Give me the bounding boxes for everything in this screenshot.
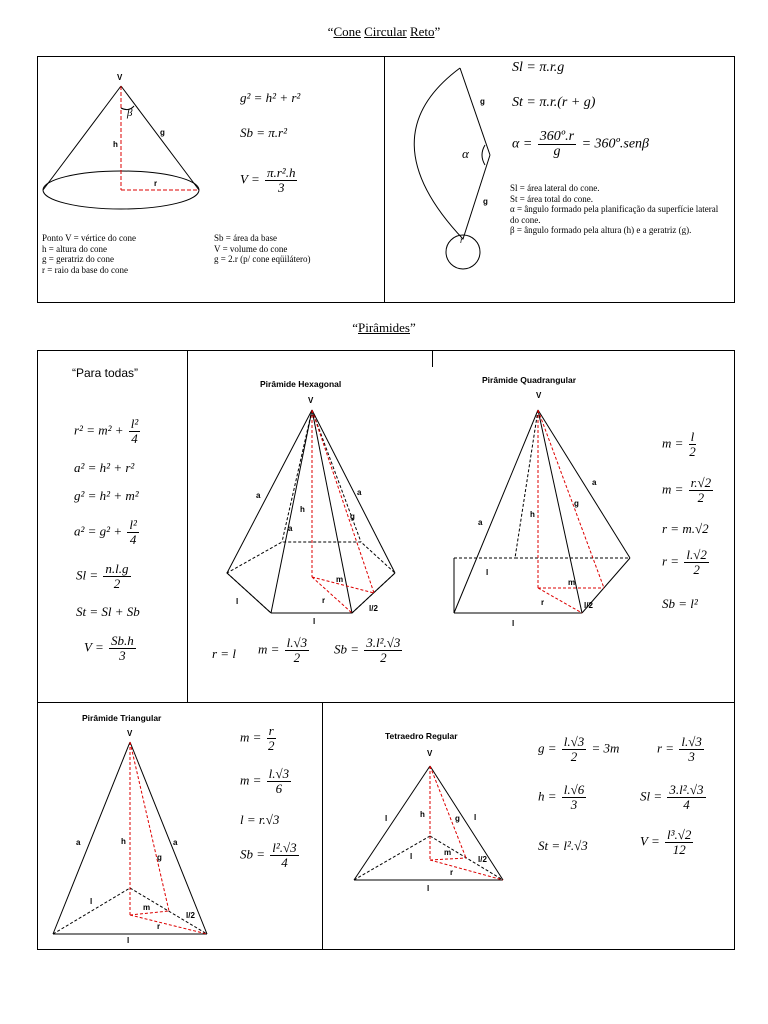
tetra-label-l-right: l [474, 813, 477, 822]
quad-formula-5: Sb = l² [662, 596, 698, 611]
tri-label-l1: l [90, 897, 93, 906]
tetra-figure [348, 752, 508, 887]
hex-label-l-half: l/2 [369, 604, 378, 613]
quad-label-a2: a [592, 478, 597, 487]
general-formula-3: g² = h² + m² [74, 488, 139, 503]
hex-label-g: g [350, 512, 355, 521]
tetra-label-r: r [450, 868, 454, 877]
hex-label-l2: l [313, 617, 316, 626]
tri-label-g: g [157, 853, 162, 862]
quad-label-r: r [541, 598, 545, 607]
general-formula-2: a² = h² + r² [74, 460, 135, 475]
cone-legend-right: Sb = área da base V = volume do cone g = 2.r (p/ cone eqüilátero) [214, 233, 311, 264]
sector-label-g-top: g [480, 97, 485, 106]
hex-title: Pirâmide Hexagonal [260, 379, 342, 389]
general-formula-6: St = Sl + Sb [76, 604, 140, 619]
formula-sl-cone: Sl = π.r.g [512, 60, 565, 75]
quad-label-l-half: l/2 [584, 601, 593, 610]
tri-label-l2: l [127, 936, 130, 945]
cone-label-h: h [113, 140, 118, 149]
tetra-formula-st: St = l².√3 [538, 838, 588, 853]
hex-label-v: V [308, 396, 314, 405]
quad-label-l1: l [486, 568, 489, 577]
general-formula-7: V = $\frac{Sb.h}{3}$ [84, 633, 134, 663]
hex-label-a1: a [256, 491, 261, 500]
pyramids-title: “Pirâmides” [352, 320, 416, 335]
quad-formula-4: r = $\frac{l.√2}{2}$ [662, 547, 707, 577]
tri-label-a1: a [76, 838, 81, 847]
quad-label-m: m [568, 578, 576, 587]
tri-formula-3: l = r.√3 [240, 812, 280, 827]
tetra-formula-sl: Sl = $\frac{\text{3.l².√3}}{4}$ [640, 782, 704, 812]
divider-horizontal [37, 702, 735, 703]
cone-title: “Cone Circular Reto” [327, 24, 441, 39]
formula-v-cone: V = $\frac{\text{π.r².h}}{3}$ [240, 165, 296, 195]
hex-label-h: h [300, 505, 305, 514]
quad-label-v: V [536, 391, 542, 400]
hex-label-a2: a [357, 488, 362, 497]
cone-figure [37, 56, 384, 231]
hex-formula-sb: Sb = $\frac{\text{3.l².√3}}{2}$ [334, 635, 401, 665]
tetra-formula-v: V = $\frac{\text{l³.√2}}{12}$ [640, 827, 692, 857]
hex-pyramid-figure [220, 395, 420, 625]
para-todas-heading: “Para todas” [72, 366, 139, 380]
sector-label-g-bottom: g [483, 197, 488, 206]
general-formula-1: r² = m² + $\frac{\text{l²}}{4}$ [74, 416, 139, 446]
divider-tri-tetra [322, 702, 323, 950]
formula-sb-cone: Sb = π.r² [240, 125, 287, 140]
quad-formula-2: m = $\frac{r.√2}{2}$ [662, 475, 712, 505]
sector-label-r: r [460, 235, 464, 245]
quad-label-g: g [574, 499, 579, 508]
cone-sector-figure [385, 57, 505, 272]
hex-label-a3: a [288, 524, 293, 533]
quad-title: Pirâmide Quadrangular [482, 375, 576, 385]
tetra-label-m: m [444, 848, 452, 857]
tetra-label-l-half: l/2 [478, 855, 487, 864]
tetra-formula-g: g = $\frac{l.√3}{2}$ = 3m [538, 734, 620, 764]
tri-formula-2: m = $\frac{l.√3}{6}$ [240, 766, 290, 796]
cone-label-g: g [160, 128, 165, 137]
tetra-label-v: V [427, 749, 433, 758]
tri-label-a2: a [173, 838, 178, 847]
tri-formula-4: Sb = $\frac{\text{l².√3}}{4}$ [240, 840, 297, 870]
cone-legend-left: Ponto V = vértice do cone h = altura do cone g = geratriz do cone r = raio da base do cone [42, 233, 136, 275]
tri-formula-1: m = $\frac{r}{2}$ [240, 723, 275, 753]
tetra-label-g: g [455, 814, 460, 823]
hex-label-m: m [336, 575, 344, 584]
tri-label-l-half: l/2 [186, 911, 195, 920]
quad-formula-1: m = $\frac{l}{2}$ [662, 429, 696, 459]
tetra-title: Tetraedro Regular [385, 731, 458, 741]
hex-formula-m: m = $\frac{l.√3}{2}$ [258, 635, 308, 665]
tetra-label-l-left: l [385, 814, 388, 823]
tri-label-r: r [157, 922, 161, 931]
divider-hex-quad [432, 350, 433, 367]
quad-pyramid-figure [450, 395, 640, 625]
formula-alpha: α = $\frac{\text{360º.r}}{g}$ = 360º.senβ [512, 129, 650, 159]
tetra-formula-h: h = $\frac{l.√6}{3}$ [538, 782, 585, 812]
hex-label-r: r [322, 596, 326, 605]
cone-label-beta: β [127, 107, 133, 119]
tri-label-v: V [127, 729, 133, 738]
quad-label-l2: l [512, 619, 515, 628]
cone-label-r: r [154, 179, 158, 188]
tetra-formula-r: r = $\frac{l.√3}{3}$ [657, 734, 702, 764]
sector-label-alpha: α [462, 146, 469, 161]
sector-legend: Sl = área lateral do cone. St = área total do cone. α = ângulo formado pela planificação da superfície lateral do cone. β = ângulo formado pela altura (h) e a geratriz (g). [510, 183, 719, 235]
general-formula-5: Sl = $\frac{n.l.g}{2}$ [76, 561, 129, 591]
tri-label-m: m [143, 903, 151, 912]
quad-formula-3: r = m.√2 [662, 521, 709, 536]
tri-label-h: h [121, 837, 126, 846]
general-formula-4: a² = g² + $\frac{\text{l²}}{4}$ [74, 517, 137, 547]
hex-label-l1: l [236, 597, 239, 606]
quad-label-a1: a [478, 518, 483, 527]
hex-formula-r: r = l [212, 646, 236, 661]
divider-general [187, 350, 188, 702]
formula-g-squared: g² = h² + r² [240, 90, 301, 105]
quad-label-h: h [530, 510, 535, 519]
tetra-label-l1: l [410, 852, 413, 861]
tri-title: Pirâmide Triangular [82, 713, 162, 723]
cone-label-v: V [117, 73, 123, 82]
formula-st-cone: St = π.r.(r + g) [512, 95, 596, 110]
tetra-label-h: h [420, 810, 425, 819]
tetra-label-l2: l [427, 884, 430, 893]
